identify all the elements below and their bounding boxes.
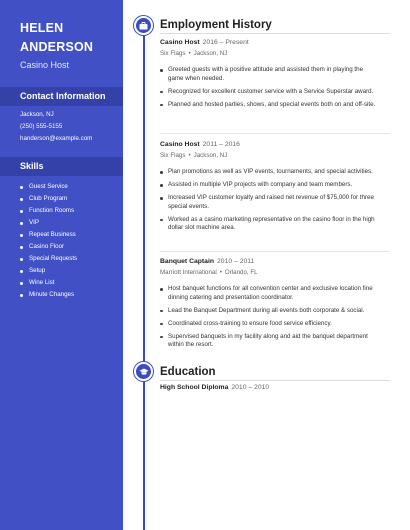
job-bullet: Plan promotions as well as VIP events, tournaments, and special activities. xyxy=(160,168,380,177)
job-location: Jackson, NJ xyxy=(193,50,228,57)
job-entry: Casino Host 2011 – 2016 Six Flags • Jackson, NJ Plan promotions as well as VIP events, tournaments, and special activities. Assisted in multiple VIP projects with company and team members. Increased VIP customer loyalty and raised net revenue of $75,000 for three special events. Worked as a casino marketing representative on the casino floor in the high dollar slot machine area. xyxy=(160,141,380,237)
skills-list xyxy=(20,181,77,301)
job-role: Banquet Captain xyxy=(160,258,215,265)
sidebar xyxy=(0,0,123,530)
job-dates: 2016 – Present xyxy=(202,39,249,46)
skill-item: Repeat Business xyxy=(20,229,77,241)
job-role: Casino Host xyxy=(160,39,200,46)
education-entry xyxy=(160,384,269,391)
job-divider xyxy=(160,133,390,134)
contact-phone[interactable]: (250) 555-5155 xyxy=(20,123,63,130)
contact-heading: Contact Information xyxy=(0,87,123,106)
job-bullets xyxy=(160,66,380,109)
education-degree: High School Diploma xyxy=(160,384,229,391)
job-dates: 2010 – 2011 xyxy=(217,258,255,265)
job-bullet: Increased VIP customer loyalty and raised net revenue of $75,000 for three special events. xyxy=(160,194,380,211)
education-heading: Education xyxy=(160,366,216,378)
job-bullet: Greeted guests with a positive attitude and assisted them in playing the game when needed. xyxy=(160,66,380,83)
job-company: Six Flags xyxy=(160,152,186,159)
employment-heading: Employment History xyxy=(160,19,272,31)
skills-heading: Skills xyxy=(0,157,123,176)
job-company: Marriott International xyxy=(160,269,217,276)
contact-email[interactable]: handerson@example.com xyxy=(20,135,93,142)
job-dates: 2011 – 2016 xyxy=(202,141,240,148)
job-bullet: Planned and hosted parties, shows, and special events both on and off-site. xyxy=(160,101,380,110)
job-bullets xyxy=(160,168,380,233)
job-entry: Casino Host 2016 – Present Six Flags • Jackson, NJ Greeted guests with a positive attitude and assisted them in playing the game when needed. Recognized for excellent customer service with a Service Superstar award. Planned and hosted parties, shows, and special events both on and off-site. xyxy=(160,39,380,114)
skill-item: Setup xyxy=(20,265,77,277)
name-first: HELEN xyxy=(20,21,64,35)
job-title: Casino Host xyxy=(20,60,70,70)
skill-item: Special Requests xyxy=(20,253,77,265)
skill-item: Function Rooms xyxy=(20,205,77,217)
job-entry: Banquet Captain 2010 – 2011 Marriott International • Orlando, FL Host banquet functions for all convention center and exclusive location fine dinning catering and presentation coordinator. Lead the Banquet Department during all events both corporate & social. Coordinated cross-training to ensure food service efficiency. Supervised banquets in my facility along and aid the banquet department within the resort. xyxy=(160,258,380,354)
education-dates: 2010 – 2010 xyxy=(231,384,270,391)
skill-item: Minute Changes xyxy=(20,289,77,301)
briefcase-icon xyxy=(134,16,153,35)
graduation-cap-icon xyxy=(134,362,153,381)
section-divider xyxy=(160,33,390,34)
job-divider xyxy=(160,251,390,252)
skill-item: Wine List xyxy=(20,277,77,289)
job-bullet: Coordinated cross-training to ensure food service efficiency. xyxy=(160,320,380,329)
skill-item: Casino Floor xyxy=(20,241,77,253)
job-location: Jackson, NJ xyxy=(193,152,228,159)
job-bullets xyxy=(160,285,380,350)
job-company: Six Flags xyxy=(160,50,186,57)
skill-item: Guest Service xyxy=(20,181,77,193)
section-divider xyxy=(160,380,390,381)
candidate-name xyxy=(20,19,120,57)
job-bullet: Supervised banquets in my facility along and aid the banquet department within the resort. xyxy=(160,333,380,350)
job-role: Casino Host xyxy=(160,141,200,148)
timeline-line xyxy=(143,26,145,530)
job-location: Orlando, FL xyxy=(224,269,258,276)
job-bullet: Lead the Banquet Department during all events both corporate & social. xyxy=(160,307,380,316)
job-bullet: Assisted in multiple VIP projects with company and team members. xyxy=(160,181,380,190)
skill-item: VIP xyxy=(20,217,77,229)
job-bullet: Worked as a casino marketing representative on the casino floor in the high dollar slot machine area. xyxy=(160,216,380,233)
name-last: ANDERSON xyxy=(20,40,94,54)
job-bullet: Host banquet functions for all convention center and exclusive location fine dinning catering and presentation coordinator. xyxy=(160,285,380,302)
skill-item: Club Program xyxy=(20,193,77,205)
job-bullet: Recognized for excellent customer service with a Service Superstar award. xyxy=(160,88,380,97)
contact-location: Jackson, NJ xyxy=(20,111,54,118)
